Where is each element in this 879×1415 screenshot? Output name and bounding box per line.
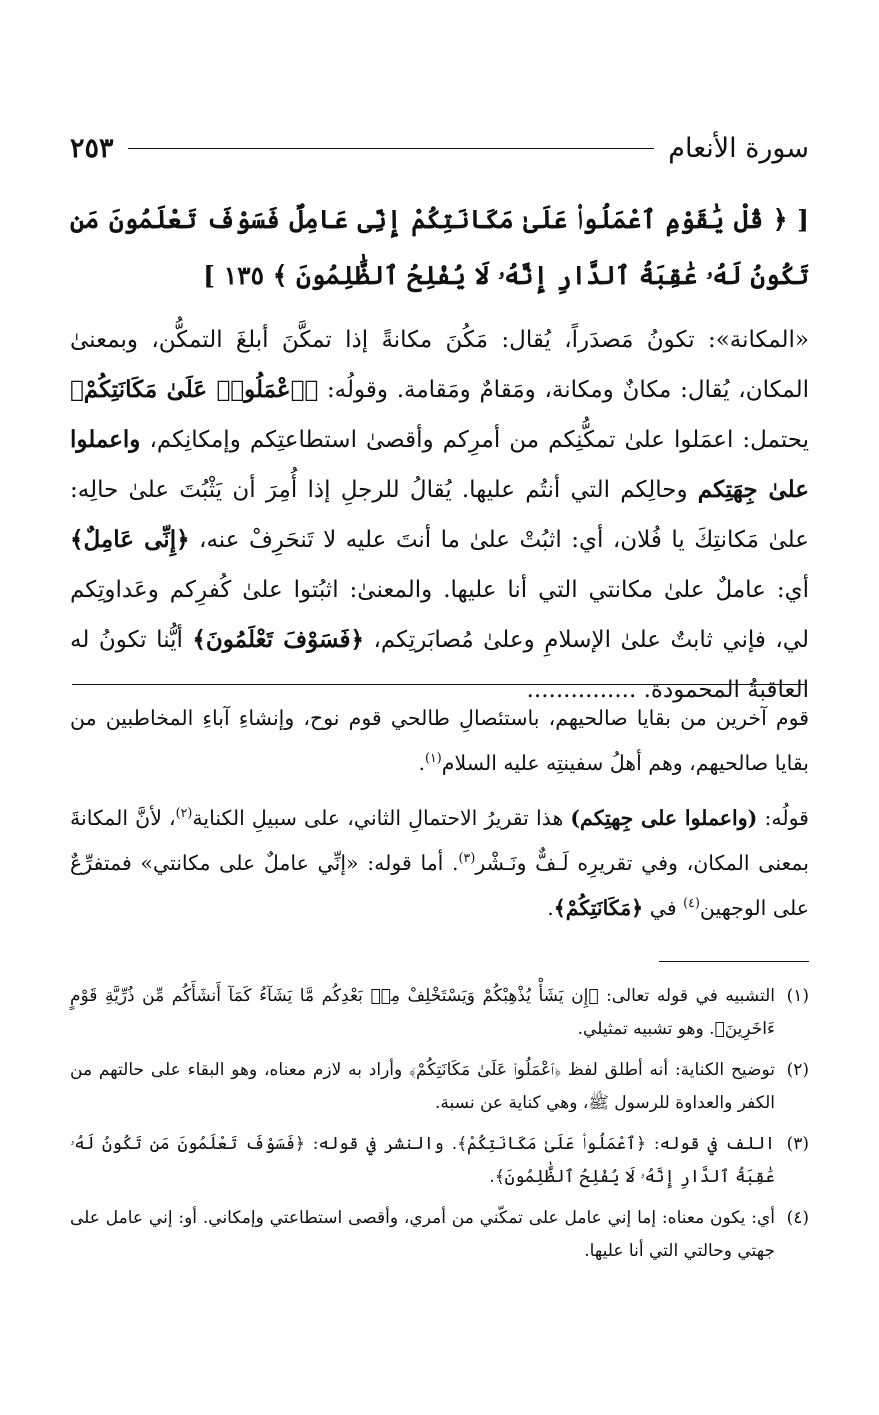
- footnote-number: (٤): [786, 1208, 809, 1228]
- footnote-text: أي: يكون معناه: إما إني عامل على تمكّني من أمري، وأقصى استطاعتي وإمكاني. أو: إني عامل على جهتي وحالتي التي أنا عليها.: [70, 1208, 775, 1261]
- page-number: ٢٥٣: [70, 132, 114, 164]
- page-header: [70, 128, 809, 168]
- footnote: [70, 1128, 809, 1194]
- gloss-text: ، لأنَّ المكانةَ بمعنى المكان، وفي تقريرِه لَـفٌّ ونَـشْر: [70, 806, 809, 875]
- header-rule: [128, 148, 655, 149]
- gloss-text: قولُه:: [764, 806, 809, 830]
- gloss-text: هذا تقريرُ الاحتمالِ الثاني، على سبيلِ الكناية: [192, 806, 564, 830]
- main-commentary: [70, 315, 809, 715]
- gloss-text: . أما قوله: «إنِّي عاملٌ على مكانتي» فمتفرِّعٌ على الوجهين: [70, 851, 809, 920]
- footnote-number: (١): [786, 986, 809, 1006]
- footnote-text: التشبيه في قوله تعالى: ﴿إِن يَشَأْ يُذْهِبْكُمْ وَيَسْتَخْلِفْ مِنۢ بَعْدِكُم مَّا يَشَآءُ كَمَآ أَنشَأَكُم مِّن ذُرِّيَّةِ قَوْمٍ ءَاخَرِينَ﴾. وهو تشبيه تمثيلي.: [70, 986, 775, 1039]
- footnote: [70, 980, 809, 1046]
- verse-number: ١٣٥ ]: [203, 261, 265, 290]
- verse-close-bracket: ﴾: [272, 261, 288, 290]
- footnote-text: توضيح الكناية: أنه أطلق لفظ ﴿ٱعْمَلُوا۟ عَلَىٰ مَكَانَتِكُمْ﴾ وأراد به لازم معناه، وهو البقاء على حالتهم من الكفر والعداوة للرسول ﷺ، وهي كناية عن نسبة.: [70, 1060, 775, 1113]
- quran-quote: ﴿فَسَوْفَ تَعْلَمُونَ﴾: [192, 626, 364, 653]
- gloss-text: قوم آخرين من بقايا صالحيهم، باستئصالِ طالحي قوم نوح، وإنشاءِ آباءِ المخاطبين من بقايا صالحيهم، وهم أهلُ سفينتِه عليه السلام: [70, 706, 809, 775]
- quran-verse: [70, 192, 809, 304]
- commentary-text: أي: عاملٌ علىٰ مكانتي التي أنا عليها. والمعنىٰ: اثبُتوا علىٰ كُفرِكم وعَداوتِكم لي، فإني ثابتٌ علىٰ الإسلامِ وعلىٰ مُصابَرتِكم،: [70, 577, 809, 653]
- quran-quote: ﴿إِنِّى عَامِلٌ﴾: [70, 526, 190, 553]
- commentary-text: يحتمل: اعمَلوا علىٰ تمكُّنِكم من أمرِكم وأقصىٰ استطاعتِكم وإمكانِكم،: [149, 427, 810, 453]
- commentary-text: «المكانة»: تكونُ مَصدَراً، يُقال: مَكُنَ مكانةً إذا تمكَّنَ أبلغَ التمكُّن، وبمعنىٰ المكان، يُقال: مكانٌ ومكانة، ومَقامٌ ومَقامة. وقولُه:: [70, 327, 810, 403]
- footnote-number: (٢): [786, 1060, 809, 1080]
- gloss-paragraph: قولُه: (واعملوا على جِهتِكم) هذا تقريرُ الاحتمالِ الثاني، على سبيلِ الكناية$^{(٢)}$، لأنَّ المكانةَ بمعنى المكان، وفي تقريرِه لَـفٌّ ونَـشْر$^{(٣)}$. أما قوله: «إنِّي عاملٌ على مكانتي» فمتفرِّعٌ على الوجهين$^{(٤)}$ في ﴿مَكَانَتِكُمْ﴾.: [70, 805, 809, 920]
- footnote: [70, 1054, 809, 1120]
- commentary-paragraph: [70, 315, 809, 715]
- commentary-text: أيُّنا تكونُ له العاقبةُ المحمودة. ...............: [70, 627, 809, 703]
- verse-open-bracket: [ ﴿: [772, 205, 809, 234]
- gloss-paragraph: قوم آخرين من بقايا صالحيهم، باستئصالِ طالحي قوم نوح، وإنشاءِ آباءِ المخاطبين من بقايا صالحيهم، وهم أهلُ سفينتِه عليه السلام$^{(١)}$.: [70, 706, 809, 775]
- bold-phrase: (واعملوا على جِهتِكم): [570, 806, 758, 830]
- footnote-ref[interactable]: (١): [425, 750, 442, 766]
- gloss-section: [70, 696, 809, 941]
- bold-phrase: واعملوا علىٰ جِهَتِكم: [70, 426, 809, 503]
- footnote-ref[interactable]: (٣): [458, 850, 476, 866]
- surah-title: سورة الأنعام: [668, 132, 809, 164]
- verse-text: قُلْ يَٰقَوْمِ ٱعْمَلُوا۟ عَلَىٰ مَكَانَتِكُمْ إِنِّى عَامِلٌ فَسَوْفَ تَعْلَمُونَ مَن تَكُونُ لَهُۥ عَٰقِبَةُ ٱلدَّارِ إِنَّهُۥ لَا يُفْلِحُ ٱلظَّٰلِمُونَ: [70, 205, 809, 290]
- footnote-number: (٣): [786, 1134, 809, 1154]
- footnote-text: اللف في قوله: ﴿ٱعْمَلُوا۟ عَلَىٰ مَكَانَتِكُمْ﴾. والنشر في قوله: ﴿فَسَوْفَ تَعْلَمُونَ مَن تَكُونُ لَهُۥ عَٰقِبَةُ ٱلدَّارِ إِنَّهُۥ لَا يُفْلِحُ ٱلظَّٰلِمُونَ﴾.: [70, 1134, 775, 1187]
- footnote-ref[interactable]: (٢): [175, 805, 193, 821]
- section-divider: [72, 684, 807, 685]
- footnote: [70, 1202, 809, 1268]
- gloss-text: في: [649, 896, 677, 920]
- footnotes: [70, 980, 809, 1276]
- quran-quote: ﴿مَكَانَتِكُمْ﴾: [553, 896, 644, 920]
- footnote-separator: [659, 961, 809, 962]
- footnote-ref[interactable]: (٤): [683, 895, 700, 911]
- page: [70, 0, 809, 1415]
- commentary-text: وحالِكم التي أنتُم عليها. يُقالُ للرجلِ إذا أُمِرَ أن يَثْبُتَ علىٰ حالِه: علىٰ مَكانتِكَ يا فُلان، أي: اثبُتْ علىٰ ما أنتَ عليه لا تَنحَرِفْ عنه،: [70, 477, 809, 553]
- quran-quote: ﴿ٱعْمَلُوا۟ عَلَىٰ مَكَانَتِكُمْ﴾: [70, 376, 319, 403]
